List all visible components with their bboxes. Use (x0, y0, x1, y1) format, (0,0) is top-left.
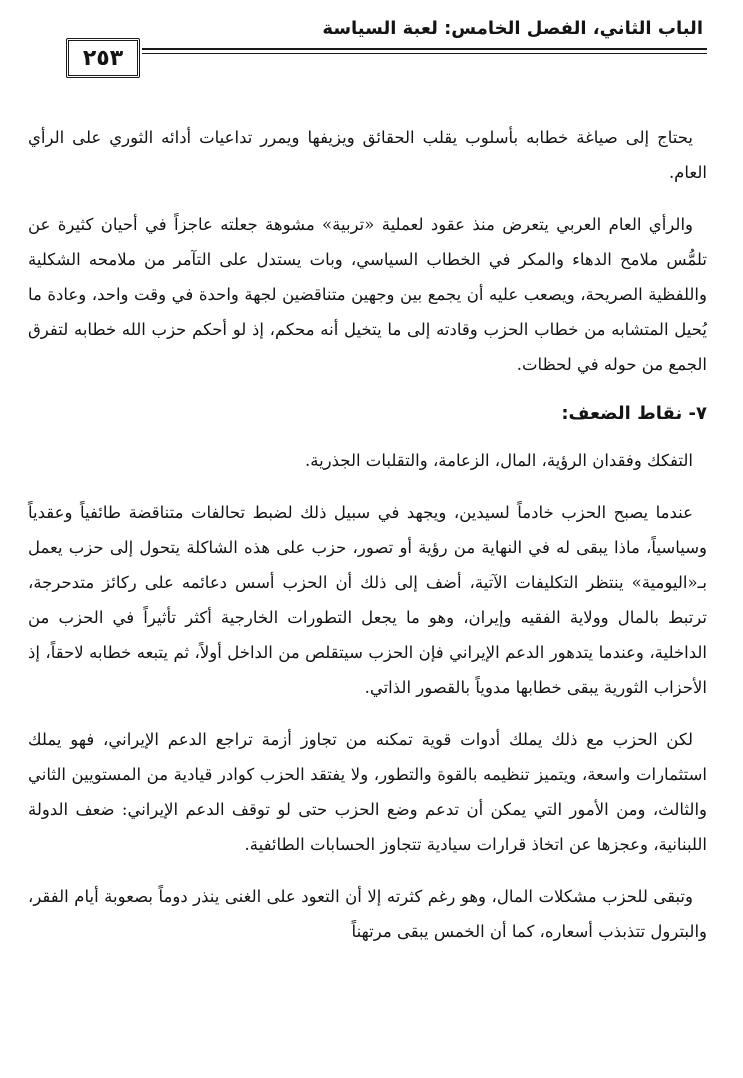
paragraph-4: لكن الحزب مع ذلك يملك أدوات قوية تمكنه من تجاوز أزمة تراجع الدعم الإيراني، فهو يملك استثمارات واسعة، ويتميز تنظيمه بالقوة والتطور، ولا يفتقد الحزب كوادر قيادية من المستويين الثاني والثالث، ومن الأمور التي يمكن أن تدعم وضع الحزب حتى لو توقف الدعم الإيراني: ضعف الدولة اللبنانية، وعجزها عن اتخاذ قرارات سيادية تتجاوز الحسابات الطائفية. (28, 730, 707, 854)
page-header (66, 16, 707, 44)
page-body (28, 120, 707, 966)
header-rule (142, 48, 707, 50)
weak-points-summary: التفكك وفقدان الرؤية، المال، الزعامة، والتقلبات الجذرية. (304, 451, 693, 470)
header-rule-thin (142, 53, 707, 54)
page-number: ٢٥٣ (66, 38, 140, 78)
paragraph-3: عندما يصبح الحزب خادماً لسيدين، ويجهد في سبيل ذلك لضبط تحالفات متناقضة طائفياً وعقدياً وسياسياً، ماذا يبقى له في النهاية من رؤية أو تصور، حزب على هذه الشاكلة يتحول إلى حزب يعمل بـ«اليومية» ينتظر التكليفات الآتية، أضف إلى ذلك أن الحزب أسس دعائمه على ركائز متدحرجة، ترتبط بالمال وولاية الفقيه وإيران، وهو ما يجعل التطورات الخارجية أكثر تأثيراً في الحزب من الداخلية، وعندما يتدهور الدعم الإيراني فإن الحزب سيتقلص من الداخل أولاً، ثم يتبعه خطابه لاحقاً، إذ الأحزاب الثورية يبقى خطابها مدوياً بالقصور الذاتي. (28, 503, 707, 697)
running-title: الباب الثاني، الفصل الخامس: لعبة السياسة (322, 18, 703, 39)
paragraph-2: والرأي العام العربي يتعرض منذ عقود لعملية «تربية» مشوهة جعلته عاجزاً في أحيان كثيرة عن تلمُّس ملامح الدهاء والمكر في الخطاب السياسي، وبات يستدل على التآمر من ملامحه الشكلية واللفظية الصريحة، ويصعب عليه أن يجمع بين وجهين متناقضين لجهة واحدة في وقت واحد، وعادة ما يُحيل المتشابه من خطاب الحزب وقادته إلى ما يتخيل أنه محكم، إذ لو أحكم حزب الله خطابه لتفرق الجمع من حوله في لحظات. (28, 215, 707, 374)
paragraph-5: وتبقى للحزب مشكلات المال، وهو رغم كثرته إلا أن التعود على الغنى ينذر دوماً بصعوبة أيام الفقر، والبترول تتذبذب أسعاره، كما أن الخمس يبقى مرتهناً (28, 887, 707, 941)
paragraph-1: يحتاج إلى صياغة خطابه بأسلوب يقلب الحقائق ويزيفها ويمرر تداعيات أدائه الثوري على الرأي العام. (28, 128, 707, 182)
section-heading: ٧- نقاط الضعف: (561, 403, 707, 424)
